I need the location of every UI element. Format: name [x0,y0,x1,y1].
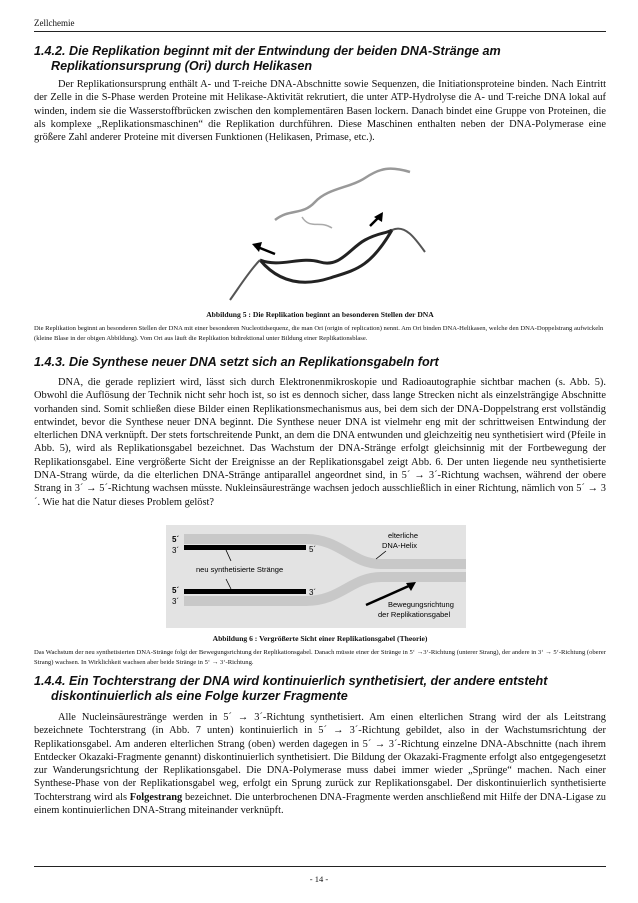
new-strand-top [184,545,306,550]
footer-rule [34,866,606,867]
heading-line-1: 1.4.4. Ein Tochterstrang der DNA wird kontinuierlich synthetisiert, der andere entsteht [34,674,548,688]
section-heading-1-4-4 [34,674,606,704]
right-dna-tail [392,229,425,252]
section-heading-1-4-3: 1.4.3. Die Synthese neuer DNA setzt sich an Replikationsgabeln fort [34,355,439,369]
term-folgestrang: Folgestrang [129,791,183,803]
fork-arrow-left-icon [252,242,262,252]
label-3-mid-right: 3´ [309,588,317,597]
heading-line-2: diskontinuierlich als eine Folge kurzer Fragmente [51,689,348,703]
heading-line-2: Replikationsursprung (Ori) durch Helikasen [51,59,313,73]
figure-6-caption: Abbildung 6 : Vergrößerte Sicht einer Replikationsgabel (Theorie) [212,634,428,643]
page-number: - 14 - [309,874,329,884]
label-3-top: 3´ [172,546,180,555]
label-parent-helix-2: DNA-Helix [382,541,418,550]
figure-6-replication-fork [166,523,466,629]
upper-dna-fiber [275,169,410,220]
paragraph-text-part-2: bezeichnet. Die unterbrochenen DNA-Fragmente werden anschließend mit Hilfe der DNA-Ligase zu einem kontinuierlichen DNA-Strang miteinander verknüpft. [34,791,607,817]
figure-5-micrograph [220,160,430,308]
label-new-strands: neu synthetisierte Stränge [196,565,284,574]
label-5-top: 5´ [172,535,180,544]
paragraph-replication-origin: Der Replikationsursprung enthält A- und T-reiche DNA-Abschnitte sowie Sequenzen, die Initiationsproteine binden. Nach Eintritt der Zelle in die S-Phase werden Proteine mit Helikase-Aktivität rekrutiert, die unter ATP-Hydrolyse die A- und T-reiche DNA lokal auf winden, indem sie die Wasserstoffbrücken zwischen den komplementären Basen lockern. Danach bindet eine Gruppe von Proteinen, die als komplexe „Replikationsmaschinen“ die Replikation durchführen. Diese Maschinen enthalten neben der DNA-Polymerase eine größere Zahl anderer Proteine mit diversen Funktionen (Helikasen, Primase, etc.). [34,79,606,144]
label-5-bottom: 5´ [172,586,180,595]
label-3-bottom: 3´ [172,597,180,606]
section-heading-1-4-2 [34,44,606,74]
new-strand-bottom [184,589,306,594]
figure-5-note: Die Replikation beginnt an besonderen Stellen der DNA mit einer besonderen Nucleotidsequenz, die man Ori (origin of replication) nennt. Am Ori binden DNA-Helikasen, welche den DNA-Doppelstrang aufwickeln (kleine Blase in der obigen Abbildung). Vom Ori aus läuft die Replikation bidirektional unter Bildung einer Replikationsblase. [34,325,604,342]
paragraph-text-part-1: Alle Nucleinsäurestränge werden in 5´ → 3´-Richtung synthetisiert. Am einen elterlichen Strang wird der als Leitstrang bezeichnete Tochterstrang (in Abb. 7 unten) kontinuierlich in 5´ → 3´-Richtung gebildet, also in der Wachstumsrichtung der Replikationsgabel. Am anderen elterlichen Strang (oben) werden dagegen in 5´ → 3´-Richtung einzelne DNA-Abschnitte (nach ihrem Entdecker Okazaki-Fragmente genannt) diskontinuierlich synthetisiert. Die Bildung der Okazaki-Fragmente erfolgt also entgegengesetzt zur Wanderungsrichtung der Replikationsgabel. Die DNA-Polymerase muss dabei immer wieder „Sprünge“ machen. Nach einer Synthese-Phase von der Replikationsgabel weg, erfolgt ein Sprung zurück zur Replikationsgabel. Der diskontinuierlich synthetisierte Tochterstrang wird als [34,712,606,803]
label-direction-2: der Replikationsgabel [378,610,451,619]
figure-6-note: Das Wachstum der neu synthetisierten DNA-Stränge folgt der Bewegungsrichtung der Replikationsgabel. Danach müsste einer der Stränge in 5‘ →3‘-Richtung (unterer Strang), der andere in 3‘ → 5‘-Richtung (oberer Strang) wachsen. In Wirklichkeit wachsen aber beide Stränge in 5‘ → 3‘-Richtung. [34,649,606,666]
label-parent-helix-1: elterliche [388,531,419,540]
heading-line-1: 1.4.2. Die Replikation beginnt mit der Entwindung der beiden DNA-Stränge am [34,44,501,58]
header-rule [34,31,606,32]
figure-5-caption: Abbildung 5 : Die Replikation beginnt an besonderen Stellen der DNA [206,310,434,319]
paragraph-replication-fork: DNA, die gerade repliziert wird, lässt sich durch Elektronenmikroskopie und Radioautographie sichtbar machen (s. Abb. 5). Obwohl die Auflösung der Technik nicht sehr hoch ist, so ist es dennoch sicher, dass lange Strecken nicht als einzelsträngige Abschnitte vorhanden sind. Somit schließen diese Bilder einen Replikationsmechanismus aus, bei dem sich der DNA-Doppelstrang erst vollständig entwindet, bevor die Synthese neuer DNA beginnt. Die Synthese neuer DNA ist vielmehr eng mit der schrittweisen Entwindung der elterlichen DNA verknüpft. Der stets fortschreitende Punkt, an dem die DNA entwunden und gleichzeitig neu synthetisiert wird (Pfeile in Abb. 5), wird als Replikationsgabel bezeichnet. Das Wachstum der DNA-Stränge erfolgt gleichsinnig mit der Fortbewegung der Replikationsgabel. Eine vergrößerte Sicht der Ereignisse an der Replikationsgabel zeigt Abb. 6. Der unten liegende neu synthetisierte DNA-Strang würde, da die elterlichen DNA-Stränge antiparallel angeordnet sind, in 5´ → 3´-Richtung wachsen, während der obere Strang in 3´ → 5´-Richtung wachsen müsste. Nukleinsäurestränge wachsen jedoch ausschließlich in einer Richtung, nämlich von 5´ → 3´. Wie hat die Natur dieses Problem gelöst? [34,377,606,508]
fiber-branch [302,217,332,228]
label-direction-1: Bewegungsrichtung [388,600,454,609]
label-5-top-right: 5´ [309,545,317,554]
left-dna-tail [230,260,260,300]
running-header: Zellchemie [34,18,75,28]
paragraph-leading-lagging-strand [34,711,606,817]
